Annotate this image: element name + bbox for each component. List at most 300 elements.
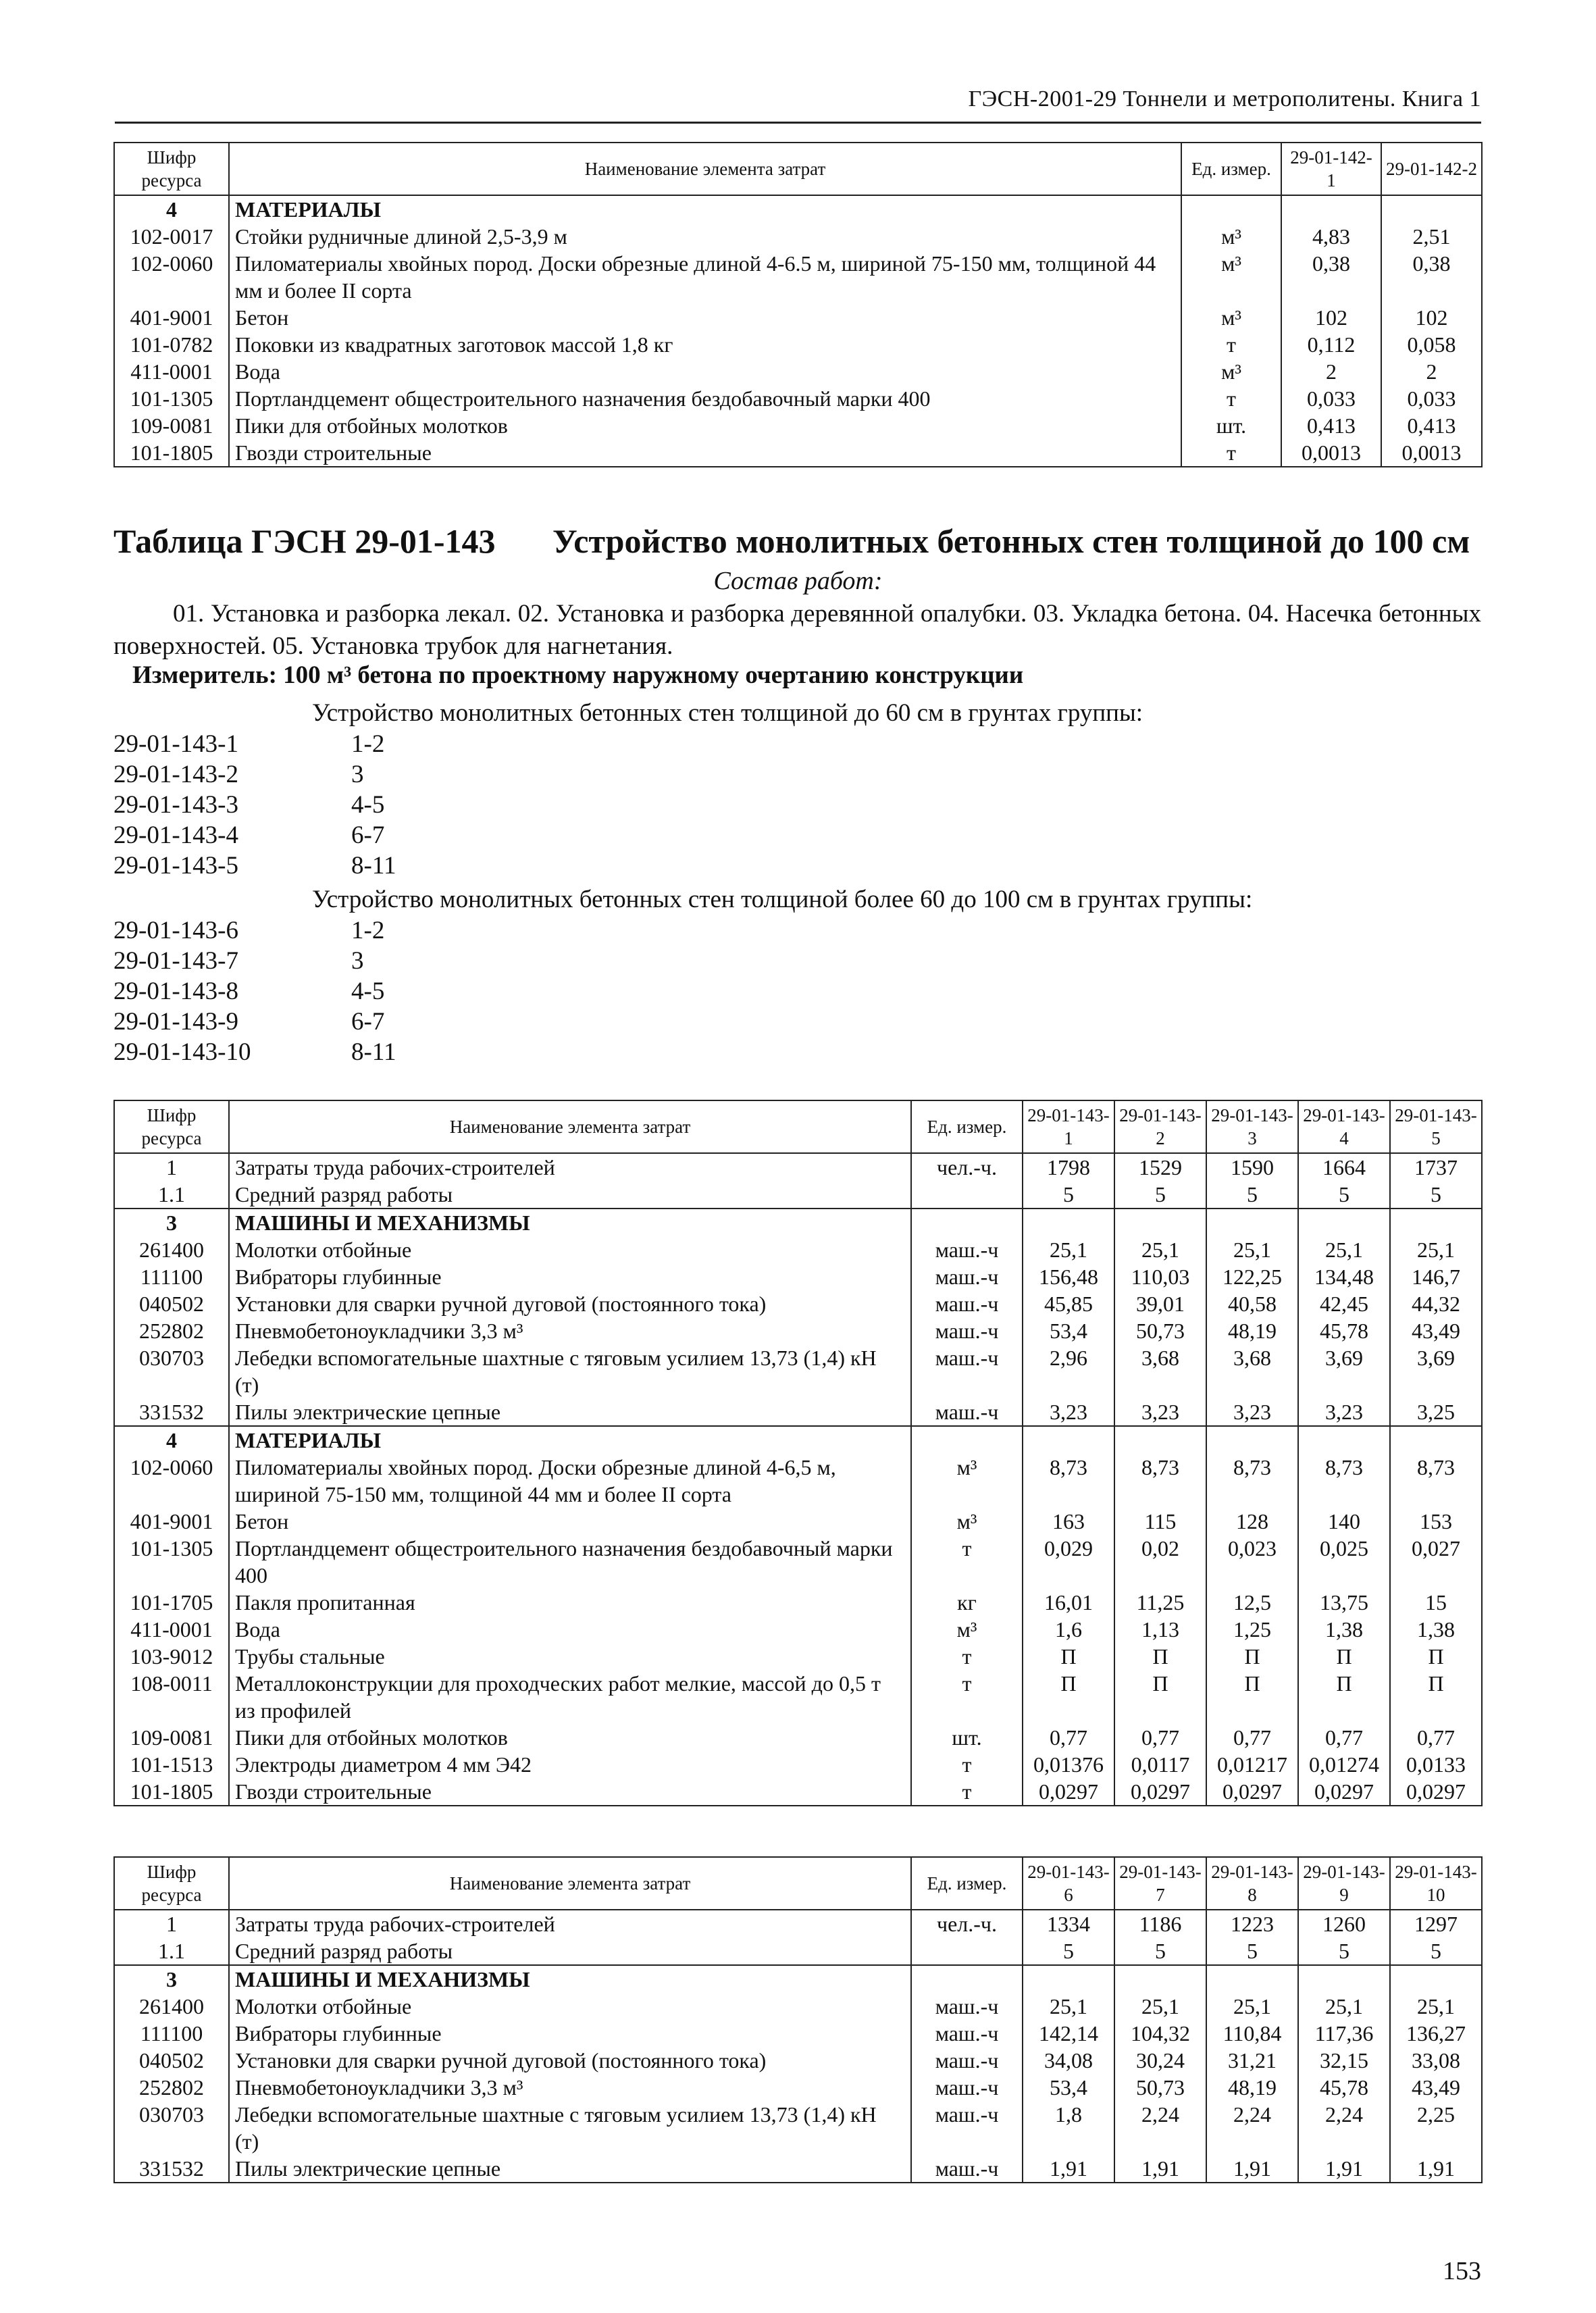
resource-value: 8,73 bbox=[1206, 1454, 1298, 1508]
resource-value: 1,38 bbox=[1298, 1616, 1390, 1643]
resource-table-143-1-5 bbox=[113, 1100, 1483, 1806]
resource-value: 25,1 bbox=[1298, 1236, 1390, 1263]
resource-code: 109-0081 bbox=[114, 412, 229, 439]
resource-value: П bbox=[1298, 1643, 1390, 1670]
header-variant: 29-01-143-8 bbox=[1206, 1857, 1298, 1910]
resource-value: 5 bbox=[1023, 1937, 1114, 1965]
resource-code: 261400 bbox=[114, 1993, 229, 2020]
resource-value: 5 bbox=[1206, 1937, 1298, 1965]
variant-group: 6-7 bbox=[351, 1008, 385, 1036]
resource-name: Средний разряд работы bbox=[229, 1181, 911, 1209]
table-row bbox=[114, 1454, 1482, 1508]
variant-group: 4-5 bbox=[351, 977, 385, 1005]
resource-unit: м³ bbox=[1181, 304, 1281, 331]
resource-value: 1,91 bbox=[1023, 2155, 1114, 2183]
resource-value: 25,1 bbox=[1390, 1993, 1482, 2020]
resource-value bbox=[1206, 1965, 1298, 1993]
works-description: 01. Установка и разборка лекал. 02. Установка и разборка деревянной опалубки. 03. Укладка бетона. 04. Насечка бетонных поверхностей. 05. Установка трубок для нагнетания. bbox=[113, 600, 1481, 660]
resource-unit: т bbox=[911, 1670, 1023, 1724]
table-row bbox=[114, 1589, 1482, 1616]
resource-value: 0,0297 bbox=[1114, 1778, 1206, 1806]
resource-unit: м³ bbox=[911, 1454, 1023, 1508]
resource-value: 25,1 bbox=[1114, 1993, 1206, 2020]
resource-value: 0,023 bbox=[1206, 1535, 1298, 1589]
resource-value: 3,68 bbox=[1206, 1344, 1298, 1398]
resource-value: 0,413 bbox=[1381, 412, 1482, 439]
resource-code: 331532 bbox=[114, 1398, 229, 1426]
resource-value: 1,13 bbox=[1114, 1616, 1206, 1643]
resource-name: Гвозди строительные bbox=[229, 439, 1181, 467]
header-variant: 29-01-143-2 bbox=[1114, 1100, 1206, 1153]
resource-unit: т bbox=[1181, 331, 1281, 358]
resource-value bbox=[1298, 1209, 1390, 1236]
header-unit: Ед. измер. bbox=[1181, 143, 1281, 195]
resource-unit: маш.-ч bbox=[911, 2047, 1023, 2074]
resource-value: 136,27 bbox=[1390, 2020, 1482, 2047]
resource-unit bbox=[911, 1937, 1023, 1965]
measure-unit: Измеритель: 100 м³ бетона по проектному наружному очертанию конструкции bbox=[132, 661, 1024, 689]
resource-name: Бетон bbox=[229, 304, 1181, 331]
resource-value: 25,1 bbox=[1023, 1993, 1114, 2020]
header-unit: Ед. измер. bbox=[911, 1857, 1023, 1910]
resource-value: 0,77 bbox=[1023, 1724, 1114, 1751]
resource-value: П bbox=[1023, 1643, 1114, 1670]
resource-value bbox=[1390, 1209, 1482, 1236]
resource-code: 1.1 bbox=[114, 1937, 229, 1965]
resource-value bbox=[1298, 1426, 1390, 1454]
resource-name: Лебедки вспомогательные шахтные с тяговым усилием 13,73 (1,4) кН (т) bbox=[229, 1344, 911, 1398]
resource-value: 48,19 bbox=[1206, 1317, 1298, 1344]
resource-code: 111100 bbox=[114, 2020, 229, 2047]
resource-value: 4,83 bbox=[1281, 223, 1381, 250]
table-subject: Устройство монолитных бетонных стен толщиной до 100 см bbox=[552, 522, 1470, 560]
resource-value: 0,0013 bbox=[1281, 439, 1381, 467]
variant-group-title: Устройство монолитных бетонных стен толщиной более 60 до 100 см в грунтах группы: bbox=[312, 886, 1253, 913]
resource-value: 8,73 bbox=[1390, 1454, 1482, 1508]
resource-code: 102-0017 bbox=[114, 223, 229, 250]
resource-value: 2,25 bbox=[1390, 2101, 1482, 2155]
resource-table-142 bbox=[113, 142, 1483, 467]
header-variant: 29-01-143-10 bbox=[1390, 1857, 1482, 1910]
table-row bbox=[114, 304, 1482, 331]
table-row bbox=[114, 1751, 1482, 1778]
resource-value: 42,45 bbox=[1298, 1290, 1390, 1317]
resource-name: Трубы стальные bbox=[229, 1643, 911, 1670]
variant-group: 3 bbox=[351, 761, 364, 788]
resource-unit: маш.-ч bbox=[911, 1398, 1023, 1426]
resource-value: 110,03 bbox=[1114, 1263, 1206, 1290]
resource-value: 0,0117 bbox=[1114, 1751, 1206, 1778]
resource-value: 1529 bbox=[1114, 1153, 1206, 1181]
resource-code: 109-0081 bbox=[114, 1724, 229, 1751]
resource-value: 2 bbox=[1381, 358, 1482, 385]
resource-value: 5 bbox=[1390, 1181, 1482, 1209]
table-header bbox=[114, 1100, 1482, 1153]
resource-value: 53,4 bbox=[1023, 1317, 1114, 1344]
header-code: Шифр ресурса bbox=[114, 1100, 229, 1153]
resource-value: 8,73 bbox=[1023, 1454, 1114, 1508]
resource-value: 0,38 bbox=[1381, 250, 1482, 304]
resource-name: Пиломатериалы хвойных пород. Доски обрезные длиной 4-6,5 м, шириной 75-150 мм, толщиной 44 мм и более II сорта bbox=[229, 1454, 911, 1508]
resource-unit bbox=[1181, 195, 1281, 223]
resource-name: Портландцемент общестроительного назначения бездобавочный марки 400 bbox=[229, 1535, 911, 1589]
resource-name: Металлоконструкции для проходческих работ мелкие, массой до 0,5 т из профилей bbox=[229, 1670, 911, 1724]
resource-code: 261400 bbox=[114, 1236, 229, 1263]
section-row bbox=[114, 1426, 1482, 1454]
resource-value: 0,0297 bbox=[1298, 1778, 1390, 1806]
resource-name: Поковки из квадратных заготовок массой 1,8 кг bbox=[229, 331, 1181, 358]
resource-unit: маш.-ч bbox=[911, 1263, 1023, 1290]
table-row bbox=[114, 1181, 1482, 1209]
section-row bbox=[114, 195, 1482, 223]
resource-code: 252802 bbox=[114, 1317, 229, 1344]
header-unit: Ед. измер. bbox=[911, 1100, 1023, 1153]
resource-value: П bbox=[1114, 1643, 1206, 1670]
resource-value: 48,19 bbox=[1206, 2074, 1298, 2101]
table-row bbox=[114, 1344, 1482, 1398]
resource-unit bbox=[911, 1426, 1023, 1454]
resource-name: МАШИНЫ И МЕХАНИЗМЫ bbox=[229, 1965, 911, 1993]
resource-value: 25,1 bbox=[1206, 1236, 1298, 1263]
table-row bbox=[114, 1937, 1482, 1965]
resource-value: 33,08 bbox=[1390, 2047, 1482, 2074]
resource-value: 156,48 bbox=[1023, 1263, 1114, 1290]
resource-value: 0,033 bbox=[1281, 385, 1381, 412]
resource-code: 101-1305 bbox=[114, 1535, 229, 1589]
resource-table-143-6-10 bbox=[113, 1856, 1483, 2183]
resource-unit: м³ bbox=[911, 1616, 1023, 1643]
resource-name: Молотки отбойные bbox=[229, 1236, 911, 1263]
resource-value: 1590 bbox=[1206, 1153, 1298, 1181]
table-row bbox=[114, 1398, 1482, 1426]
resource-name: Установки для сварки ручной дуговой (постоянного тока) bbox=[229, 2047, 911, 2074]
resource-unit bbox=[911, 1209, 1023, 1236]
resource-value: 11,25 bbox=[1114, 1589, 1206, 1616]
resource-value: 31,21 bbox=[1206, 2047, 1298, 2074]
resource-value: 1,91 bbox=[1206, 2155, 1298, 2183]
variant-group: 8-11 bbox=[351, 852, 396, 880]
resource-value bbox=[1298, 1965, 1390, 1993]
resource-name: Вода bbox=[229, 358, 1181, 385]
resource-unit: маш.-ч bbox=[911, 1290, 1023, 1317]
resource-unit: т bbox=[911, 1643, 1023, 1670]
resource-unit bbox=[911, 1181, 1023, 1209]
header-variant: 29-01-143-7 bbox=[1114, 1857, 1206, 1910]
resource-name: Затраты труда рабочих-строителей bbox=[229, 1153, 911, 1181]
resource-value: 1,91 bbox=[1298, 2155, 1390, 2183]
resource-unit: т bbox=[911, 1778, 1023, 1806]
resource-value: 140 bbox=[1298, 1508, 1390, 1535]
table-body bbox=[114, 1153, 1482, 1806]
resource-name: МАТЕРИАЛЫ bbox=[229, 195, 1181, 223]
resource-value: 0,01376 bbox=[1023, 1751, 1114, 1778]
resource-name: Пневмобетоноукладчики 3,3 м³ bbox=[229, 1317, 911, 1344]
resource-code: 040502 bbox=[114, 1290, 229, 1317]
resource-value: 0,058 bbox=[1381, 331, 1482, 358]
resource-unit: м³ bbox=[1181, 358, 1281, 385]
resource-unit: шт. bbox=[1181, 412, 1281, 439]
resource-value: 8,73 bbox=[1114, 1454, 1206, 1508]
resource-value: 1334 bbox=[1023, 1910, 1114, 1937]
resource-code: 3 bbox=[114, 1209, 229, 1236]
header-code: Шифр ресурса bbox=[114, 143, 229, 195]
resource-value: 1,8 bbox=[1023, 2101, 1114, 2155]
resource-unit: т bbox=[911, 1535, 1023, 1589]
resource-code: 252802 bbox=[114, 2074, 229, 2101]
resource-value: 163 bbox=[1023, 1508, 1114, 1535]
resource-name: Вода bbox=[229, 1616, 911, 1643]
resource-value: 0,02 bbox=[1114, 1535, 1206, 1589]
table-row bbox=[114, 1778, 1482, 1806]
table-row bbox=[114, 1724, 1482, 1751]
resource-value bbox=[1390, 1965, 1482, 1993]
resource-value: П bbox=[1023, 1670, 1114, 1724]
resource-value: 3,23 bbox=[1298, 1398, 1390, 1426]
table-row bbox=[114, 1236, 1482, 1263]
resource-code: 030703 bbox=[114, 1344, 229, 1398]
resource-value: 3,69 bbox=[1390, 1344, 1482, 1398]
table-title: Таблица ГЭСН 29-01-143 bbox=[113, 522, 496, 560]
header-variant: 29-01-143-3 bbox=[1206, 1100, 1298, 1153]
resource-code: 1 bbox=[114, 1153, 229, 1181]
resource-unit: маш.-ч bbox=[911, 2020, 1023, 2047]
resource-value: 2 bbox=[1281, 358, 1381, 385]
resource-value: 0,029 bbox=[1023, 1535, 1114, 1589]
variant-code: 29-01-143-9 bbox=[113, 1008, 238, 1036]
resource-value: 25,1 bbox=[1298, 1993, 1390, 2020]
resource-value: 0,77 bbox=[1390, 1724, 1482, 1751]
resource-code: 1 bbox=[114, 1910, 229, 1937]
table-row bbox=[114, 385, 1482, 412]
resource-unit: м³ bbox=[1181, 250, 1281, 304]
table-row bbox=[114, 223, 1482, 250]
resource-name: Вибраторы глубинные bbox=[229, 2020, 911, 2047]
table-row bbox=[114, 1508, 1482, 1535]
resource-value: 53,4 bbox=[1023, 2074, 1114, 2101]
resource-value: 3,23 bbox=[1114, 1398, 1206, 1426]
variant-code: 29-01-143-3 bbox=[113, 791, 238, 819]
table-row bbox=[114, 1616, 1482, 1643]
running-header: ГЭСН-2001-29 Тоннели и метрополитены. Книга 1 bbox=[115, 86, 1481, 124]
resource-unit: маш.-ч bbox=[911, 1993, 1023, 2020]
resource-unit: маш.-ч bbox=[911, 1344, 1023, 1398]
table-row bbox=[114, 2047, 1482, 2074]
variant-group: 1-2 bbox=[351, 730, 385, 758]
table-row bbox=[114, 1153, 1482, 1181]
resource-value: П bbox=[1114, 1670, 1206, 1724]
resource-value: 25,1 bbox=[1390, 1236, 1482, 1263]
table-row bbox=[114, 1670, 1482, 1724]
resource-value: 110,84 bbox=[1206, 2020, 1298, 2047]
resource-value: 5 bbox=[1390, 1937, 1482, 1965]
resource-value: 146,7 bbox=[1390, 1263, 1482, 1290]
resource-name: Лебедки вспомогательные шахтные с тяговым усилием 13,73 (1,4) кН (т) bbox=[229, 2101, 911, 2155]
resource-value: 44,32 bbox=[1390, 1290, 1482, 1317]
header-name: Наименование элемента затрат bbox=[229, 1100, 911, 1153]
table-row bbox=[114, 2074, 1482, 2101]
resource-code: 401-9001 bbox=[114, 304, 229, 331]
resource-name: Электроды диаметром 4 мм Э42 bbox=[229, 1751, 911, 1778]
resource-name: Пневмобетоноукладчики 3,3 м³ bbox=[229, 2074, 911, 2101]
resource-name: Средний разряд работы bbox=[229, 1937, 911, 1965]
resource-code: 101-1305 bbox=[114, 385, 229, 412]
variant-group: 4-5 bbox=[351, 791, 385, 819]
page-number: 153 bbox=[1443, 2257, 1481, 2285]
resource-value: 39,01 bbox=[1114, 1290, 1206, 1317]
resource-value: 30,24 bbox=[1114, 2047, 1206, 2074]
variant-group: 8-11 bbox=[351, 1038, 396, 1066]
resource-name: Пилы электрические цепные bbox=[229, 1398, 911, 1426]
resource-value: 1260 bbox=[1298, 1910, 1390, 1937]
resource-name: Вибраторы глубинные bbox=[229, 1263, 911, 1290]
resource-value: 0,0013 bbox=[1381, 439, 1482, 467]
resource-value: 1,38 bbox=[1390, 1616, 1482, 1643]
variant-group-title: Устройство монолитных бетонных стен толщиной до 60 см в грунтах группы: bbox=[312, 699, 1143, 727]
resource-unit: маш.-ч bbox=[911, 1317, 1023, 1344]
resource-value: 0,027 bbox=[1390, 1535, 1482, 1589]
resource-unit: т bbox=[1181, 439, 1281, 467]
resource-value: 3,25 bbox=[1390, 1398, 1482, 1426]
resource-value: 25,1 bbox=[1023, 1236, 1114, 1263]
resource-code: 102-0060 bbox=[114, 250, 229, 304]
resource-value: 13,75 bbox=[1298, 1589, 1390, 1616]
resource-unit: чел.-ч. bbox=[911, 1153, 1023, 1181]
resource-value: 0,025 bbox=[1298, 1535, 1390, 1589]
resource-value: 134,48 bbox=[1298, 1263, 1390, 1290]
resource-value bbox=[1023, 1426, 1114, 1454]
resource-code: 040502 bbox=[114, 2047, 229, 2074]
resource-value: 2,96 bbox=[1023, 1344, 1114, 1398]
table-row bbox=[114, 1290, 1482, 1317]
resource-code: 411-0001 bbox=[114, 358, 229, 385]
table-body bbox=[114, 195, 1482, 467]
resource-value bbox=[1023, 1209, 1114, 1236]
resource-value bbox=[1381, 195, 1482, 223]
resource-value: 1297 bbox=[1390, 1910, 1482, 1937]
resource-value: 0,01274 bbox=[1298, 1751, 1390, 1778]
resource-unit: чел.-ч. bbox=[911, 1910, 1023, 1937]
resource-value: 2,51 bbox=[1381, 223, 1482, 250]
resource-value: 16,01 bbox=[1023, 1589, 1114, 1616]
resource-value: 0,01217 bbox=[1206, 1751, 1298, 1778]
resource-value: 3,68 bbox=[1114, 1344, 1206, 1398]
resource-code: 1.1 bbox=[114, 1181, 229, 1209]
resource-unit: т bbox=[911, 1751, 1023, 1778]
resource-value: 15 bbox=[1390, 1589, 1482, 1616]
header-variant: 29-01-143-1 bbox=[1023, 1100, 1114, 1153]
resource-value: 2,24 bbox=[1298, 2101, 1390, 2155]
resource-value: 117,36 bbox=[1298, 2020, 1390, 2047]
resource-value: 1,25 bbox=[1206, 1616, 1298, 1643]
resource-value: 2,24 bbox=[1206, 2101, 1298, 2155]
resource-unit: т bbox=[1181, 385, 1281, 412]
resource-value: 5 bbox=[1114, 1937, 1206, 1965]
resource-value: 0,0297 bbox=[1206, 1778, 1298, 1806]
resource-value: 0,112 bbox=[1281, 331, 1381, 358]
table-row bbox=[114, 1317, 1482, 1344]
works-label: Состав работ: bbox=[713, 567, 883, 595]
table-row bbox=[114, 439, 1482, 467]
resource-value: П bbox=[1206, 1643, 1298, 1670]
variant-group: 3 bbox=[351, 947, 364, 975]
resource-value: 2,24 bbox=[1114, 2101, 1206, 2155]
table-row bbox=[114, 412, 1482, 439]
resource-name: МАШИНЫ И МЕХАНИЗМЫ bbox=[229, 1209, 911, 1236]
resource-value: 115 bbox=[1114, 1508, 1206, 1535]
header-code: Шифр ресурса bbox=[114, 1857, 229, 1910]
resource-code: 101-1513 bbox=[114, 1751, 229, 1778]
resource-value: 3,69 bbox=[1298, 1344, 1390, 1398]
resource-value: 1186 bbox=[1114, 1910, 1206, 1937]
header-variant: 29-01-143-5 bbox=[1390, 1100, 1482, 1153]
resource-name: Затраты труда рабочих-строителей bbox=[229, 1910, 911, 1937]
resource-value bbox=[1281, 195, 1381, 223]
resource-value: 1737 bbox=[1390, 1153, 1482, 1181]
resource-value: 45,78 bbox=[1298, 2074, 1390, 2101]
resource-value: 50,73 bbox=[1114, 2074, 1206, 2101]
resource-value: 0,38 bbox=[1281, 250, 1381, 304]
resource-name: Пилы электрические цепные bbox=[229, 2155, 911, 2183]
resource-code: 111100 bbox=[114, 1263, 229, 1290]
resource-name: Молотки отбойные bbox=[229, 1993, 911, 2020]
header-variant: 29-01-143-4 bbox=[1298, 1100, 1390, 1153]
resource-value: 153 bbox=[1390, 1508, 1482, 1535]
resource-value: 50,73 bbox=[1114, 1317, 1206, 1344]
resource-name: Стойки рудничные длиной 2,5-3,9 м bbox=[229, 223, 1181, 250]
resource-unit bbox=[911, 1965, 1023, 1993]
resource-value: 43,49 bbox=[1390, 2074, 1482, 2101]
resource-value: 102 bbox=[1281, 304, 1381, 331]
resource-code: 3 bbox=[114, 1965, 229, 1993]
resource-unit: маш.-ч bbox=[911, 2074, 1023, 2101]
variant-group: 1-2 bbox=[351, 917, 385, 944]
resource-value: 1223 bbox=[1206, 1910, 1298, 1937]
header-variant: 29-01-143-6 bbox=[1023, 1857, 1114, 1910]
resource-value: П bbox=[1390, 1643, 1482, 1670]
resource-value: 1,6 bbox=[1023, 1616, 1114, 1643]
resource-value: 0,77 bbox=[1114, 1724, 1206, 1751]
header-variant: 29-01-142-1 bbox=[1281, 143, 1381, 195]
resource-value: 0,77 bbox=[1206, 1724, 1298, 1751]
resource-value: 43,49 bbox=[1390, 1317, 1482, 1344]
variant-code: 29-01-143-4 bbox=[113, 821, 238, 849]
table-row bbox=[114, 1643, 1482, 1670]
header-variant: 29-01-143-9 bbox=[1298, 1857, 1390, 1910]
resource-unit: кг bbox=[911, 1589, 1023, 1616]
resource-value: 5 bbox=[1298, 1937, 1390, 1965]
table-row bbox=[114, 2155, 1482, 2183]
variant-code: 29-01-143-6 bbox=[113, 917, 238, 944]
resource-value: 1,91 bbox=[1390, 2155, 1482, 2183]
resource-code: 102-0060 bbox=[114, 1454, 229, 1508]
resource-value: 32,15 bbox=[1298, 2047, 1390, 2074]
variant-code: 29-01-143-1 bbox=[113, 730, 238, 758]
resource-unit: маш.-ч bbox=[911, 2101, 1023, 2155]
header-name: Наименование элемента затрат bbox=[229, 143, 1181, 195]
resource-value bbox=[1114, 1426, 1206, 1454]
resource-value: 0,033 bbox=[1381, 385, 1482, 412]
resource-code: 101-1705 bbox=[114, 1589, 229, 1616]
variant-group: 6-7 bbox=[351, 821, 385, 849]
resource-name: Портландцемент общестроительного назначения бездобавочный марки 400 bbox=[229, 385, 1181, 412]
resource-code: 401-9001 bbox=[114, 1508, 229, 1535]
section-row bbox=[114, 1965, 1482, 1993]
resource-value: 104,32 bbox=[1114, 2020, 1206, 2047]
resource-code: 101-1805 bbox=[114, 439, 229, 467]
section-row bbox=[114, 1209, 1482, 1236]
resource-value: 3,23 bbox=[1206, 1398, 1298, 1426]
resource-name: Пакля пропитанная bbox=[229, 1589, 911, 1616]
